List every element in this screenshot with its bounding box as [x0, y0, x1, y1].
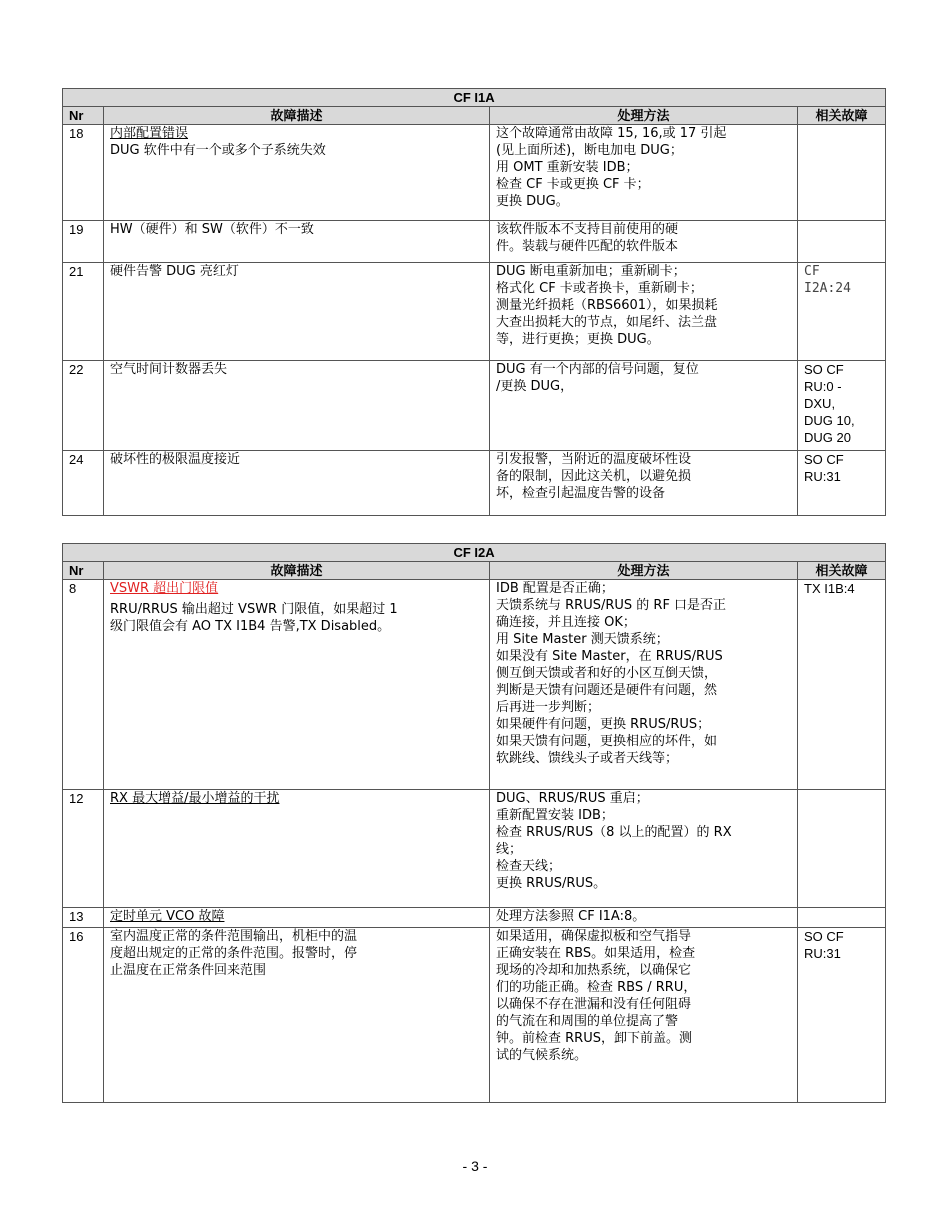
method-line: 大查出损耗大的节点，如尾纤、法兰盘: [496, 315, 718, 330]
method-line: 如果适用，确保虚拟板和空气指导: [496, 929, 692, 944]
method-line: 格式化 CF 卡或者换卡，重新刷卡；: [496, 281, 703, 296]
method-line: 侧互倒天馈或者和好的小区互倒天馈，: [496, 666, 718, 681]
method-line: 现场的冷却和加热系统，以确保它: [496, 963, 692, 978]
method-line: 后再进一步判断；: [496, 700, 601, 715]
method-line: 如果硬件有问题，更换 RRUS/RUS；: [496, 717, 711, 732]
method-line: 更换 DUG。: [496, 194, 569, 209]
method-line: IDB 配置是否正确；: [496, 581, 614, 596]
table-title: CF I1A: [63, 89, 886, 107]
method-line: 以确保不存在泄漏和没有任何阻碍: [496, 997, 692, 1012]
table-row: [63, 580, 886, 790]
related-line: TX I1B:4: [804, 581, 855, 596]
table-row: [63, 451, 886, 516]
method-line: 的气流在和周围的单位提高了警: [496, 1014, 679, 1029]
row-description: [104, 908, 490, 928]
method-line: 如果没有 Site Master，在 RRUS/RUS: [496, 649, 723, 664]
method-line: 坏，检查引起温度告警的设备: [496, 486, 666, 501]
fault-text: 止温度在正常条件回来范围: [110, 963, 267, 978]
row-method: [490, 221, 798, 263]
fault-text: DUG 软件中有一个或多个子系统失效: [110, 143, 326, 158]
method-line: 该软件版本不支持目前使用的硬: [496, 222, 679, 237]
row-description: [104, 580, 490, 790]
method-line: 用 OMT 重新安装 IDB；: [496, 160, 639, 175]
row-method: [490, 908, 798, 928]
row-related: [798, 908, 886, 928]
method-line: 判断是天馈有问题还是硬件有问题，然: [496, 683, 718, 698]
related-line: DUG 10,: [804, 413, 855, 428]
related-line: SO CF: [804, 929, 844, 944]
method-line: 更换 RRUS/RUS。: [496, 876, 607, 891]
col-header-nr: Nr: [63, 107, 104, 125]
method-line: DUG 有一个内部的信号问题，复位: [496, 362, 699, 377]
row-related: [798, 263, 886, 361]
fault-title: 内部配置错误: [110, 126, 189, 141]
row-nr: 16: [63, 928, 104, 1103]
row-method: [490, 125, 798, 221]
related-line: RU:31: [804, 469, 841, 484]
fault-title: RX 最大增益/最小增益的干扰: [110, 791, 280, 806]
method-line: 钟。前检查 RRUS，卸下前盖。测: [496, 1031, 692, 1046]
method-line: DUG 断电重新加电；重新刷卡；: [496, 264, 686, 279]
method-line: /更换 DUG，: [496, 379, 574, 394]
col-header-description: 故障描述: [104, 107, 490, 125]
row-nr: 21: [63, 263, 104, 361]
page-number: - 3 -: [462, 1158, 488, 1174]
method-line: (见上面所述)，断电加电 DUG；: [496, 143, 683, 158]
col-header-related: 相关故障: [798, 562, 886, 580]
related-line: CF: [804, 264, 820, 279]
method-line: 处理方法参照 CF I1A:8。: [496, 909, 646, 924]
fault-table-cf-i2a: [62, 543, 886, 1103]
row-description: 破坏性的极限温度接近: [104, 451, 490, 516]
method-line: 试的气候系统。: [496, 1048, 588, 1063]
row-description: HW（硬件）和 SW（软件）不一致: [104, 221, 490, 263]
row-description: 空气时间计数器丢失: [104, 361, 490, 451]
row-nr: 24: [63, 451, 104, 516]
fault-title: 定时单元 VCO 故障: [110, 909, 225, 924]
row-related: [798, 361, 886, 451]
method-line: 线；: [496, 842, 523, 857]
fault-text: 级门限值会有 AO TX I1B4 告警,TX Disabled。: [110, 619, 391, 634]
table-row: [63, 221, 886, 263]
row-nr: 12: [63, 790, 104, 908]
row-method: [490, 361, 798, 451]
method-line: 确连接，并且连接 OK；: [496, 615, 636, 630]
fault-title: VSWR 超出门限值: [110, 581, 219, 596]
row-nr: 13: [63, 908, 104, 928]
table-row: [63, 263, 886, 361]
col-header-method: 处理方法: [490, 562, 798, 580]
row-description: [104, 790, 490, 908]
method-line: 这个故障通常由故障 15, 16,或 17 引起: [496, 126, 727, 141]
row-method: [490, 928, 798, 1103]
related-line: SO CF: [804, 362, 844, 377]
row-related: [798, 790, 886, 908]
table-row: [63, 790, 886, 908]
row-description: [104, 125, 490, 221]
method-line: 检查天线；: [496, 859, 562, 874]
row-method: [490, 580, 798, 790]
table-row: [63, 125, 886, 221]
related-line: SO CF: [804, 452, 844, 467]
row-nr: 8: [63, 580, 104, 790]
row-nr: 19: [63, 221, 104, 263]
related-line: DXU,: [804, 396, 836, 411]
method-line: 等，进行更换；更换 DUG。: [496, 332, 660, 347]
method-line: 重新配置安装 IDB；: [496, 808, 614, 823]
related-line: RU:31: [804, 946, 841, 961]
row-method: [490, 451, 798, 516]
method-line: 件。装载与硬件匹配的软件版本: [496, 239, 679, 254]
method-line: 检查 CF 卡或更换 CF 卡；: [496, 177, 650, 192]
related-line: RU:0 -: [804, 379, 842, 394]
related-line: I2A:24: [804, 281, 851, 296]
row-nr: 18: [63, 125, 104, 221]
row-method: [490, 263, 798, 361]
method-line: 引发报警，当附近的温度破坏性设: [496, 452, 692, 467]
table-row: [63, 361, 886, 451]
col-header-related: 相关故障: [798, 107, 886, 125]
row-description: 硬件告警 DUG 亮红灯: [104, 263, 490, 361]
row-method: [490, 790, 798, 908]
related-line: DUG 20: [804, 430, 851, 445]
row-related: [798, 928, 886, 1103]
fault-text: 室内温度正常的条件范围输出，机柜中的温: [110, 929, 358, 944]
row-related: [798, 221, 886, 263]
method-line: 软跳线、馈线头子或者天线等；: [496, 751, 679, 766]
method-line: 测量光纤损耗（RBS6601），如果损耗: [496, 298, 718, 313]
row-related: [798, 125, 886, 221]
method-line: 们的功能正确。检查 RBS / RRU，: [496, 980, 697, 995]
method-line: DUG、RRUS/RUS 重启；: [496, 791, 649, 806]
method-line: 用 Site Master 测天馈系统；: [496, 632, 669, 647]
table-title: CF I2A: [63, 544, 886, 562]
fault-text: RRU/RRUS 输出超过 VSWR 门限值，如果超过 1: [110, 602, 398, 617]
table-row: [63, 908, 886, 928]
fault-text: 度超出规定的正常的条件范围。报警时，停: [110, 946, 358, 961]
col-header-description: 故障描述: [104, 562, 490, 580]
table-row: [63, 928, 886, 1103]
row-nr: 22: [63, 361, 104, 451]
method-line: 正确安装在 RBS。如果适用，检查: [496, 946, 696, 961]
method-line: 备的限制，因此这关机，以避免损: [496, 469, 692, 484]
method-line: 如果天馈有问题，更换相应的坏件，如: [496, 734, 718, 749]
fault-table-cf-i1a: [62, 88, 886, 516]
col-header-nr: Nr: [63, 562, 104, 580]
row-related: [798, 580, 886, 790]
method-line: 检查 RRUS/RUS（8 以上的配置）的 RX: [496, 825, 732, 840]
col-header-method: 处理方法: [490, 107, 798, 125]
row-related: [798, 451, 886, 516]
row-description: [104, 928, 490, 1103]
method-line: 天馈系统与 RRUS/RUS 的 RF 口是否正: [496, 598, 727, 613]
